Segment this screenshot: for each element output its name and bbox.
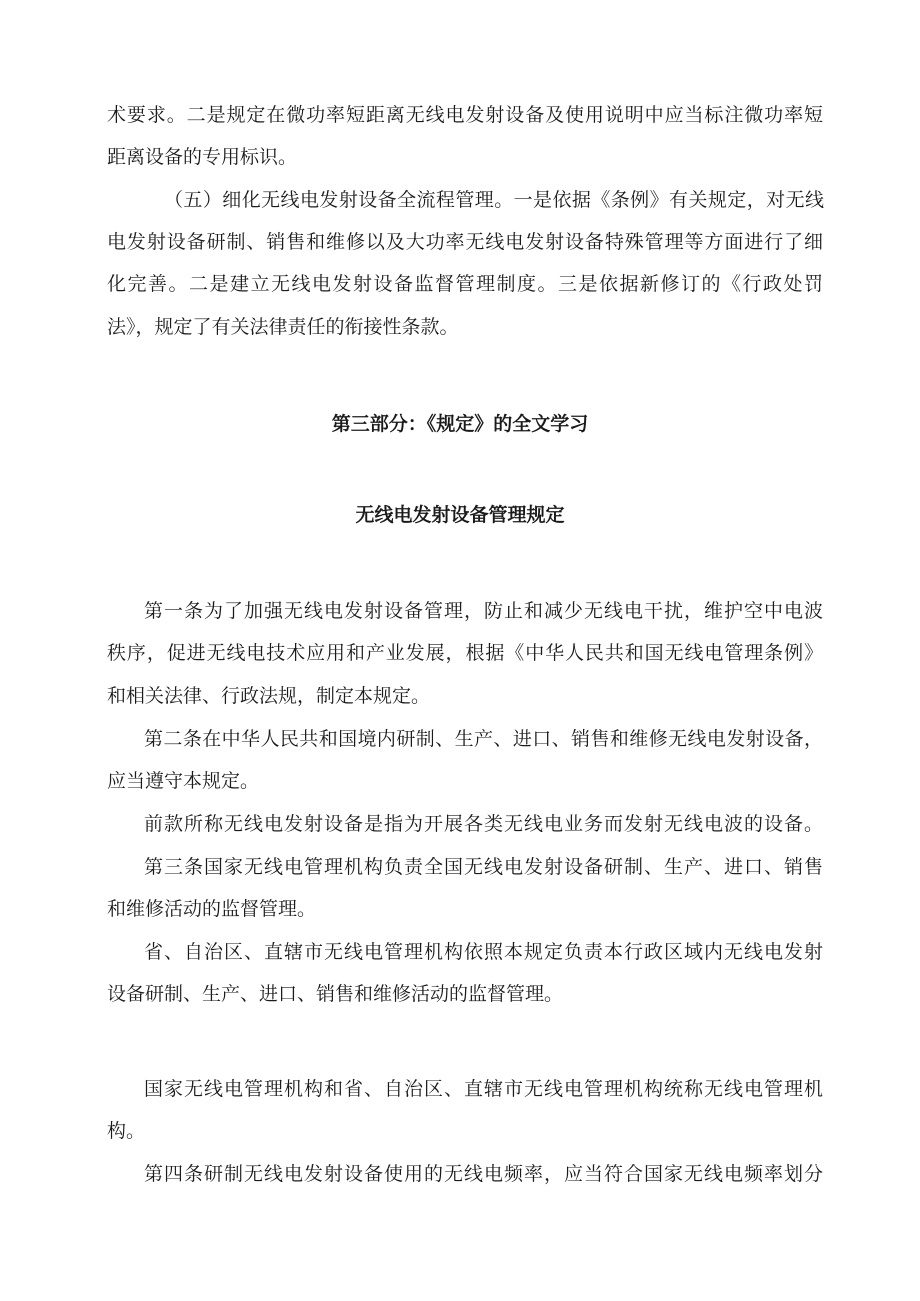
article-1-line: 和相关法律、行政法规，制定本规定。 [107, 685, 431, 707]
article-3-line: 第三条国家无线电管理机构负责全国无线电发射设备研制、生产、进口、销售 [144, 856, 823, 878]
article-3-paragraph-3-line: 构。 [107, 1120, 146, 1142]
paragraph-line: 电发射设备研制、销售和维修以及大功率无线电发射设备特殊管理等方面进行了细 [107, 231, 823, 253]
article-2-line: 应当遵守本规定。 [107, 770, 260, 792]
article-3-paragraph-2-line: 设备研制、生产、进口、销售和维修活动的监督管理。 [107, 983, 564, 1005]
document-title: 无线电发射设备管理规定 [355, 504, 565, 526]
paragraph-line: 法》，规定了有关法律责任的衔接性条款。 [107, 316, 459, 338]
article-3-paragraph-3-line: 国家无线电管理机构和省、自治区、直辖市无线电管理机构统称无线电管理机 [144, 1078, 823, 1100]
article-3-line: 和维修活动的监督管理。 [107, 898, 317, 920]
article-4-line: 第四条研制无线电发射设备使用的无线电频率，应当符合国家无线电频率划分 [144, 1163, 823, 1185]
part-heading: 第三部分：《规定》的全文学习 [331, 413, 589, 435]
article-2-paragraph-2: 前款所称无线电发射设备是指为开展各类无线电业务而发射无线电波的设备。 [144, 813, 823, 835]
paragraph-line: 距离设备的专用标识。 [107, 146, 298, 168]
article-1-line: 第一条为了加强无线电发射设备管理，防止和减少无线电干扰，维护空中电波 [144, 600, 823, 622]
article-1-line: 秩序，促进无线电技术应用和产业发展，根据《中华人民共和国无线电管理条例》 [107, 642, 823, 664]
article-2-line: 第二条在中华人民共和国境内研制、生产、进口、销售和维修无线电发射设备， [144, 728, 823, 750]
paragraph-line: 化完善。二是建立无线电发射设备监督管理制度。三是依据新修订的《行政处罚 [107, 273, 823, 295]
paragraph-line: 术要求。二是规定在微功率短距离无线电发射设备及使用说明中应当标注微功率短 [107, 104, 823, 126]
article-3-paragraph-2-line: 省、自治区、直辖市无线电管理机构依照本规定负责本行政区域内无线电发射 [144, 941, 823, 963]
paragraph-line: （五）细化无线电发射设备全流程管理。一是依据《条例》有关规定，对无线 [164, 189, 824, 211]
